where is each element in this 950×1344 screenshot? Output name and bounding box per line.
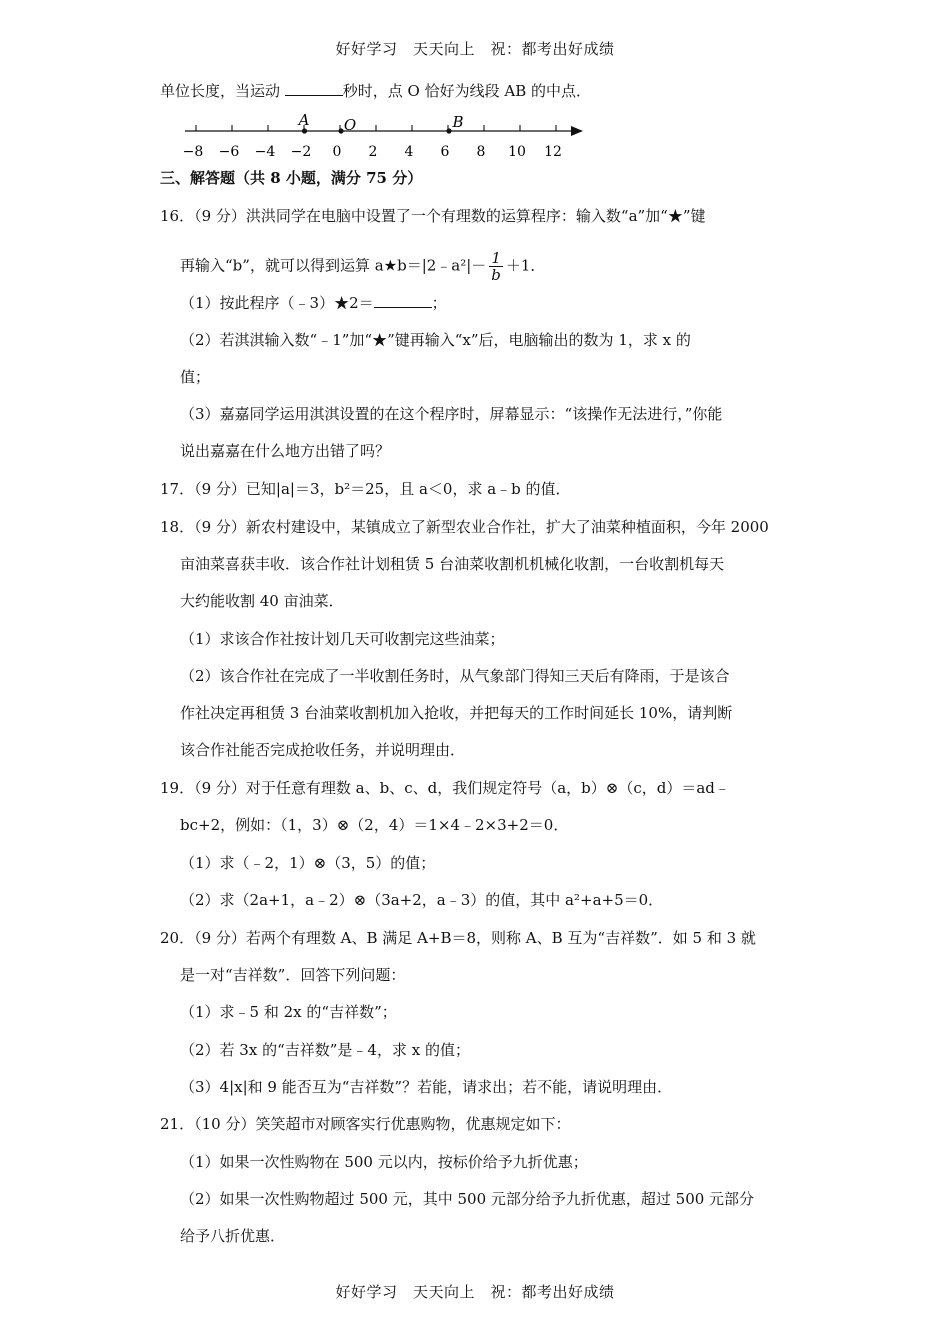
- q18-line1: 18．（9 分）新农村建设中，某镇成立了新型农业合作社，扩大了油菜种植面积，今年 2000: [160, 518, 769, 536]
- number-line-tick-label: 4: [404, 144, 414, 160]
- q16-part1: [180, 293, 447, 313]
- q16-part1-end: ；: [431, 294, 447, 312]
- q21-part1: （1）如果一次性购物在 500 元以内，按标价给予九折优惠；: [180, 1153, 588, 1171]
- q18-part1: （1）求该合作社按计划几天可收割完这些油菜；: [180, 630, 505, 648]
- q18-part2-line3: 该合作社能否完成抢收任务，并说明理由．: [180, 741, 466, 759]
- q19-part1: （1）求（﹣2，1）⊗（3，5）的值；: [180, 854, 436, 872]
- number-line-tick-label: −6: [218, 144, 240, 160]
- q20-part2: （2）若 3x 的“吉祥数”是﹣4，求 x 的值；: [180, 1041, 470, 1059]
- point-b-dot: [446, 128, 451, 133]
- q16-part2-line1: （2）若淇淇输入数“﹣1”加“★”键再输入“x”后，电脑输出的数为 1，求 x 的: [180, 331, 691, 349]
- answer-blank: [285, 81, 343, 96]
- number-line-tick-label: 2: [368, 144, 378, 160]
- q20-line2: 是一对“吉祥数”．回答下列问题：: [180, 966, 406, 984]
- point-o-dot: [338, 128, 343, 133]
- number-line-tick-label: −4: [254, 144, 276, 160]
- intro-line: [160, 81, 591, 101]
- q18-part2-line1: （2）该合作社在完成了一半收割任务时，从气象部门得知三天后有降雨，于是该合: [180, 667, 730, 685]
- q19-line2: bc+2，例如：（1，3）⊗（2，4）＝1×4﹣2×3+2＝0．: [180, 816, 569, 834]
- page-footer: 好好学习 天天向上 祝：都考出好成绩: [335, 1283, 615, 1301]
- q16-line1: 16．（9 分）洪洪同学在电脑中设置了一个有理数的运算程序：输入数“a”加“★”键: [160, 207, 706, 225]
- q18-line3: 大约能收割 40 亩油菜．: [180, 592, 344, 610]
- q18-part2-line2: 作社决定再租赁 3 台油菜收割机加入抢收，并把每天的工作时间延长 10%，请判断: [180, 704, 733, 722]
- q20-line1: 20．（9 分）若两个有理数 A、B 满足 A+B＝8，则称 A、B 互为“吉祥数”．如 5 和 3 就: [160, 929, 756, 947]
- q17: 17．（9 分）已知|a|＝3，b²＝25，且 a＜0，求 a﹣b 的值．: [160, 480, 571, 498]
- number-line-tick-label: −8: [182, 144, 204, 160]
- q19-line1: 19．（9 分）对于任意有理数 a、b、c、d，我们规定符号（a，b）⊗（c，d）＝ad﹣: [160, 779, 730, 797]
- number-line-tick-label: 6: [440, 144, 450, 160]
- point-o-label: O: [343, 116, 357, 134]
- fraction-denominator: b: [491, 266, 501, 284]
- q16-part3-line1: （3）嘉嘉同学运用淇淇设置的在这个程序时，屏幕显示：“该操作无法进行，”你能: [180, 405, 723, 423]
- q21-part2-line1: （2）如果一次性购物超过 500 元，其中 500 元部分给予九折优惠，超过 500 元部分: [180, 1190, 755, 1208]
- number-line-tick-label: 0: [332, 144, 342, 160]
- q18-line2: 亩油菜喜获丰收．该合作社计划租赁 5 台油菜收割机机械化收割，一台收割机每天: [180, 555, 725, 573]
- number-line: [175, 110, 595, 162]
- section-title: 三、解答题（共 8 小题，满分 75 分）: [160, 169, 423, 187]
- answer-blank: [374, 293, 432, 308]
- number-line-tick-label: 8: [476, 144, 486, 160]
- number-line-tick-label: −2: [290, 144, 312, 160]
- q16-part3-line2: 说出嘉嘉在什么地方出错了吗？: [180, 442, 391, 460]
- q19-part2: （2）求（2a+1，a﹣2）⊗（3a+2，a﹣3）的值，其中 a²+a+5＝0．: [180, 891, 664, 909]
- q20-part3: （3）4|x|和 9 能否互为“吉祥数”？若能，请求出；若不能，请说明理由．: [180, 1078, 673, 1096]
- q21-part2-line2: 给予八折优惠．: [180, 1227, 286, 1245]
- fraction-numerator: 1: [491, 249, 501, 267]
- intro-text-after: 秒时，点 O 恰好为线段 AB 的中点．: [342, 82, 592, 100]
- q16-fraction: [489, 250, 503, 283]
- number-line-arrow: [571, 126, 583, 136]
- page-header: 好好学习 天天向上 祝：都考出好成绩: [335, 40, 615, 58]
- q16-part2-line2: 值；: [180, 368, 211, 386]
- q16-line2: [180, 250, 545, 283]
- q16-formula-after: ＋1．: [505, 256, 546, 275]
- q16-formula-before: 再输入“b”，就可以得到运算 a★b＝|2﹣a²|－: [180, 256, 487, 275]
- point-a-dot: [302, 128, 307, 133]
- number-line-tick-label: 12: [544, 144, 562, 160]
- q20-part1: （1）求﹣5 和 2x 的“吉祥数”；: [180, 1003, 397, 1021]
- point-a-label: A: [298, 111, 310, 129]
- point-b-label: B: [452, 113, 464, 131]
- q21-line1: 21．（10 分）笑笑超市对顾客实行优惠购物，优惠规定如下：: [160, 1115, 571, 1133]
- q16-part1-text: （1）按此程序（﹣3）★2＝: [180, 294, 374, 312]
- intro-text-before: 单位长度，当运动: [160, 82, 285, 100]
- number-line-tick-label: 10: [508, 144, 526, 160]
